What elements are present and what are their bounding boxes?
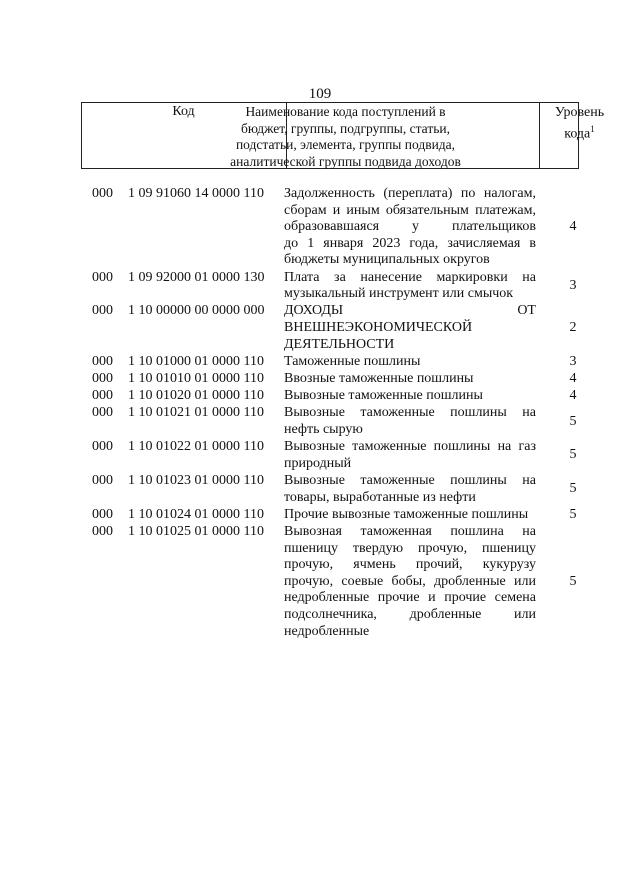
table-row bbox=[0, 371, 640, 388]
header-code: Код bbox=[172, 104, 195, 119]
income-code: 1 10 01023 01 0000 110 bbox=[128, 473, 264, 488]
header-name-line: аналитической группы подвида доходов bbox=[230, 153, 461, 169]
table-row bbox=[0, 354, 640, 371]
table-row bbox=[0, 270, 640, 303]
footnote-mark: 1 bbox=[590, 124, 595, 134]
code-level: 4 bbox=[569, 388, 577, 404]
income-name bbox=[284, 405, 536, 438]
income-code: 1 10 01025 01 0000 110 bbox=[128, 524, 264, 539]
income-name-line: Ввозные таможенные пошлины bbox=[284, 371, 474, 386]
income-name-line: товары, выработанные из нефти bbox=[284, 489, 476, 505]
header-level-line: Уровень bbox=[554, 105, 605, 120]
table-row bbox=[0, 473, 640, 506]
header-name-line: Наименование кода поступлений в bbox=[245, 104, 446, 119]
code-level: 5 bbox=[569, 413, 577, 429]
income-code: 1 10 01000 01 0000 110 bbox=[128, 353, 264, 369]
admin-code: 000 bbox=[92, 473, 113, 488]
table-row bbox=[0, 405, 640, 438]
income-name-line: ДОХОДЫ ОТ bbox=[284, 303, 536, 319]
income-name-line: Прочие вывозные таможенные пошлины bbox=[284, 506, 529, 522]
income-name bbox=[284, 270, 536, 303]
table-row bbox=[0, 507, 640, 524]
table-row bbox=[0, 186, 640, 269]
admin-code: 000 bbox=[92, 186, 113, 201]
header-name-line: бюджет, группы, подгруппы, статьи, bbox=[241, 120, 450, 136]
income-name bbox=[284, 507, 536, 524]
income-name-line: нефть сырую bbox=[284, 421, 363, 437]
header-level bbox=[539, 104, 620, 143]
income-code: 1 10 01010 01 0000 110 bbox=[128, 371, 264, 386]
admin-code: 000 bbox=[92, 439, 113, 455]
code-level: 2 bbox=[569, 319, 577, 335]
code-level: 5 bbox=[569, 506, 577, 522]
income-name-line: музыкальный инструмент или смычок bbox=[284, 286, 514, 302]
income-name bbox=[284, 473, 536, 506]
code-level: 5 bbox=[569, 573, 577, 589]
header-top-rule bbox=[81, 102, 579, 103]
header-level-line: кода$^1$ bbox=[564, 124, 595, 142]
code-level: 4 bbox=[569, 371, 577, 386]
income-name-line: бюджеты муниципальных округов bbox=[284, 252, 490, 268]
income-name-line: Таможенные пошлины bbox=[284, 353, 421, 369]
income-name bbox=[284, 186, 536, 269]
table-row bbox=[0, 524, 640, 640]
admin-code: 000 bbox=[92, 405, 113, 421]
table-row bbox=[0, 388, 640, 405]
income-code: 1 09 91060 14 0000 110 bbox=[128, 186, 264, 201]
income-name-line: природный bbox=[284, 455, 352, 471]
admin-code: 000 bbox=[92, 269, 113, 285]
income-code: 1 09 92000 01 0000 130 bbox=[128, 269, 265, 285]
admin-code: 000 bbox=[92, 353, 113, 369]
income-name-line: пшеницу твердую прочую, пшеницу bbox=[284, 540, 536, 556]
income-name-line: ВНЕШНЕЭКОНОМИЧЕСКОЙ bbox=[284, 319, 473, 335]
income-name-line: Вывозные таможенные пошлины bbox=[284, 388, 483, 404]
table-row bbox=[0, 439, 640, 472]
income-code: 1 10 00000 00 0000 000 bbox=[128, 303, 265, 319]
income-name bbox=[284, 439, 536, 472]
code-level: 4 bbox=[569, 219, 577, 235]
income-name bbox=[284, 388, 536, 405]
income-code: 1 10 01020 01 0000 110 bbox=[128, 388, 264, 404]
page-number: 109 bbox=[308, 86, 332, 102]
income-name-line: ДЕЯТЕЛЬНОСТИ bbox=[284, 336, 395, 352]
income-name bbox=[284, 524, 536, 640]
table-row bbox=[0, 303, 640, 353]
income-name-line: подсолнечника, дробленные или bbox=[284, 606, 536, 622]
income-code: 1 10 01021 01 0000 110 bbox=[128, 405, 264, 421]
table-header bbox=[81, 102, 605, 169]
admin-code: 000 bbox=[92, 506, 113, 522]
income-name-line: недробленные bbox=[284, 623, 370, 639]
income-name-line: прочую, ячмень прочий, кукурузу bbox=[284, 557, 536, 573]
income-name-line: Вывозная таможенная пошлина на bbox=[284, 524, 536, 539]
income-name-line: Плата за нанесение маркировки на bbox=[284, 269, 536, 285]
income-name-line: образовавшаяся у плательщиков bbox=[284, 219, 536, 235]
income-name bbox=[284, 354, 536, 371]
income-name-line: Вывозные таможенные пошлины на bbox=[284, 405, 536, 421]
admin-code: 000 bbox=[92, 524, 113, 539]
income-name-line: Задолженность (переплата) по налогам, bbox=[284, 186, 536, 201]
income-name bbox=[284, 303, 536, 353]
income-name-line: сборам и иным обязательным платежам, bbox=[284, 202, 536, 218]
income-name-line: прочую, соевые бобы, дробленные или bbox=[284, 573, 536, 589]
income-name bbox=[284, 371, 536, 388]
code-level: 5 bbox=[569, 481, 577, 497]
income-code: 1 10 01024 01 0000 110 bbox=[128, 506, 264, 522]
income-name-line: Вывозные таможенные пошлины на газ bbox=[284, 439, 536, 455]
admin-code: 000 bbox=[92, 371, 113, 386]
admin-code: 000 bbox=[92, 303, 113, 319]
admin-code: 000 bbox=[92, 388, 113, 404]
income-name-line: Вывозные таможенные пошлины на bbox=[284, 473, 536, 488]
income-name-line: до 1 января 2023 года, зачисляемая в bbox=[284, 235, 536, 251]
code-level: 3 bbox=[569, 277, 577, 293]
income-code: 1 10 01022 01 0000 110 bbox=[128, 439, 264, 455]
code-level: 3 bbox=[569, 353, 577, 369]
header-name-line: подстатьи, элемента, группы подвида, bbox=[235, 137, 456, 152]
code-level: 5 bbox=[569, 447, 577, 463]
income-name-line: недробленные прочие и прочие семена bbox=[284, 590, 536, 606]
